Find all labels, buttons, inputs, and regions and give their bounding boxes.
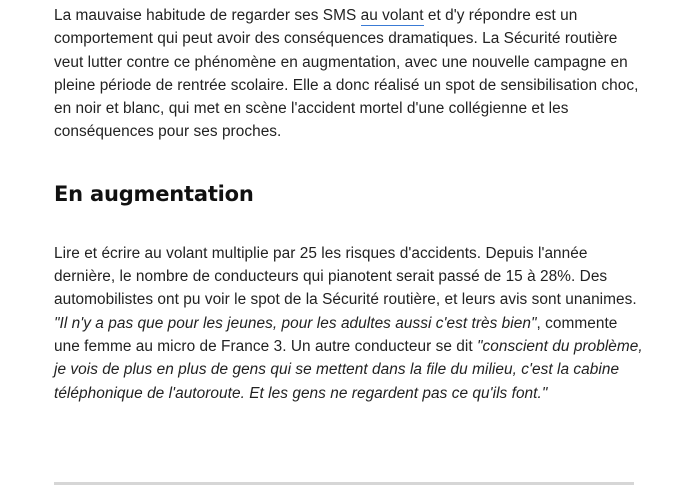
intro-paragraph bbox=[54, 4, 644, 144]
quote-driver: "conscient du problème, je vois de plus en plus de gens qui se mettent dans la file du milieu, c'est la cabine téléphonique de l'autoroute. Et les gens ne regardent pas ce qu'ils font." bbox=[54, 337, 643, 402]
intro-text-end: et d'y répondre est un comportement qui peut avoir des conséquences dramatiques. La Sécurité routière veut lutter contre ce phénomène en augmentation, avec une nouvelle campagne en pleine période de rentrée scolaire. Elle a donc réalisé un spot de sensibilisation choc, en noir et blanc, qui met en scène l'accident mortel d'une collégienne et les conséquences pour ses proches. bbox=[54, 7, 639, 141]
body-paragraph bbox=[54, 242, 644, 405]
intro-text-start: La mauvaise habitude de regarder ses SMS bbox=[54, 7, 361, 24]
section-heading: En augmentation bbox=[54, 181, 254, 206]
body-text-1: Lire et écrire au volant multiplie par 25 les risques d'accidents. Depuis l'année dernière, le nombre de conducteurs qui pianotent serait passé de 15 à 28%. Des automobilistes ont pu voir le spot de la Sécurité routière, et leurs avis sont unanimes. bbox=[54, 244, 637, 309]
quote-woman: "Il n'y a pas que pour les jeunes, pour les adultes aussi c'est très bien" bbox=[54, 314, 537, 332]
section-divider bbox=[54, 482, 634, 485]
article-body bbox=[54, 4, 644, 405]
body-text-2: , commente une femme au micro de France 3. Un autre conducteur se dit bbox=[54, 314, 618, 355]
au-volant-link[interactable]: au volant bbox=[360, 7, 424, 24]
